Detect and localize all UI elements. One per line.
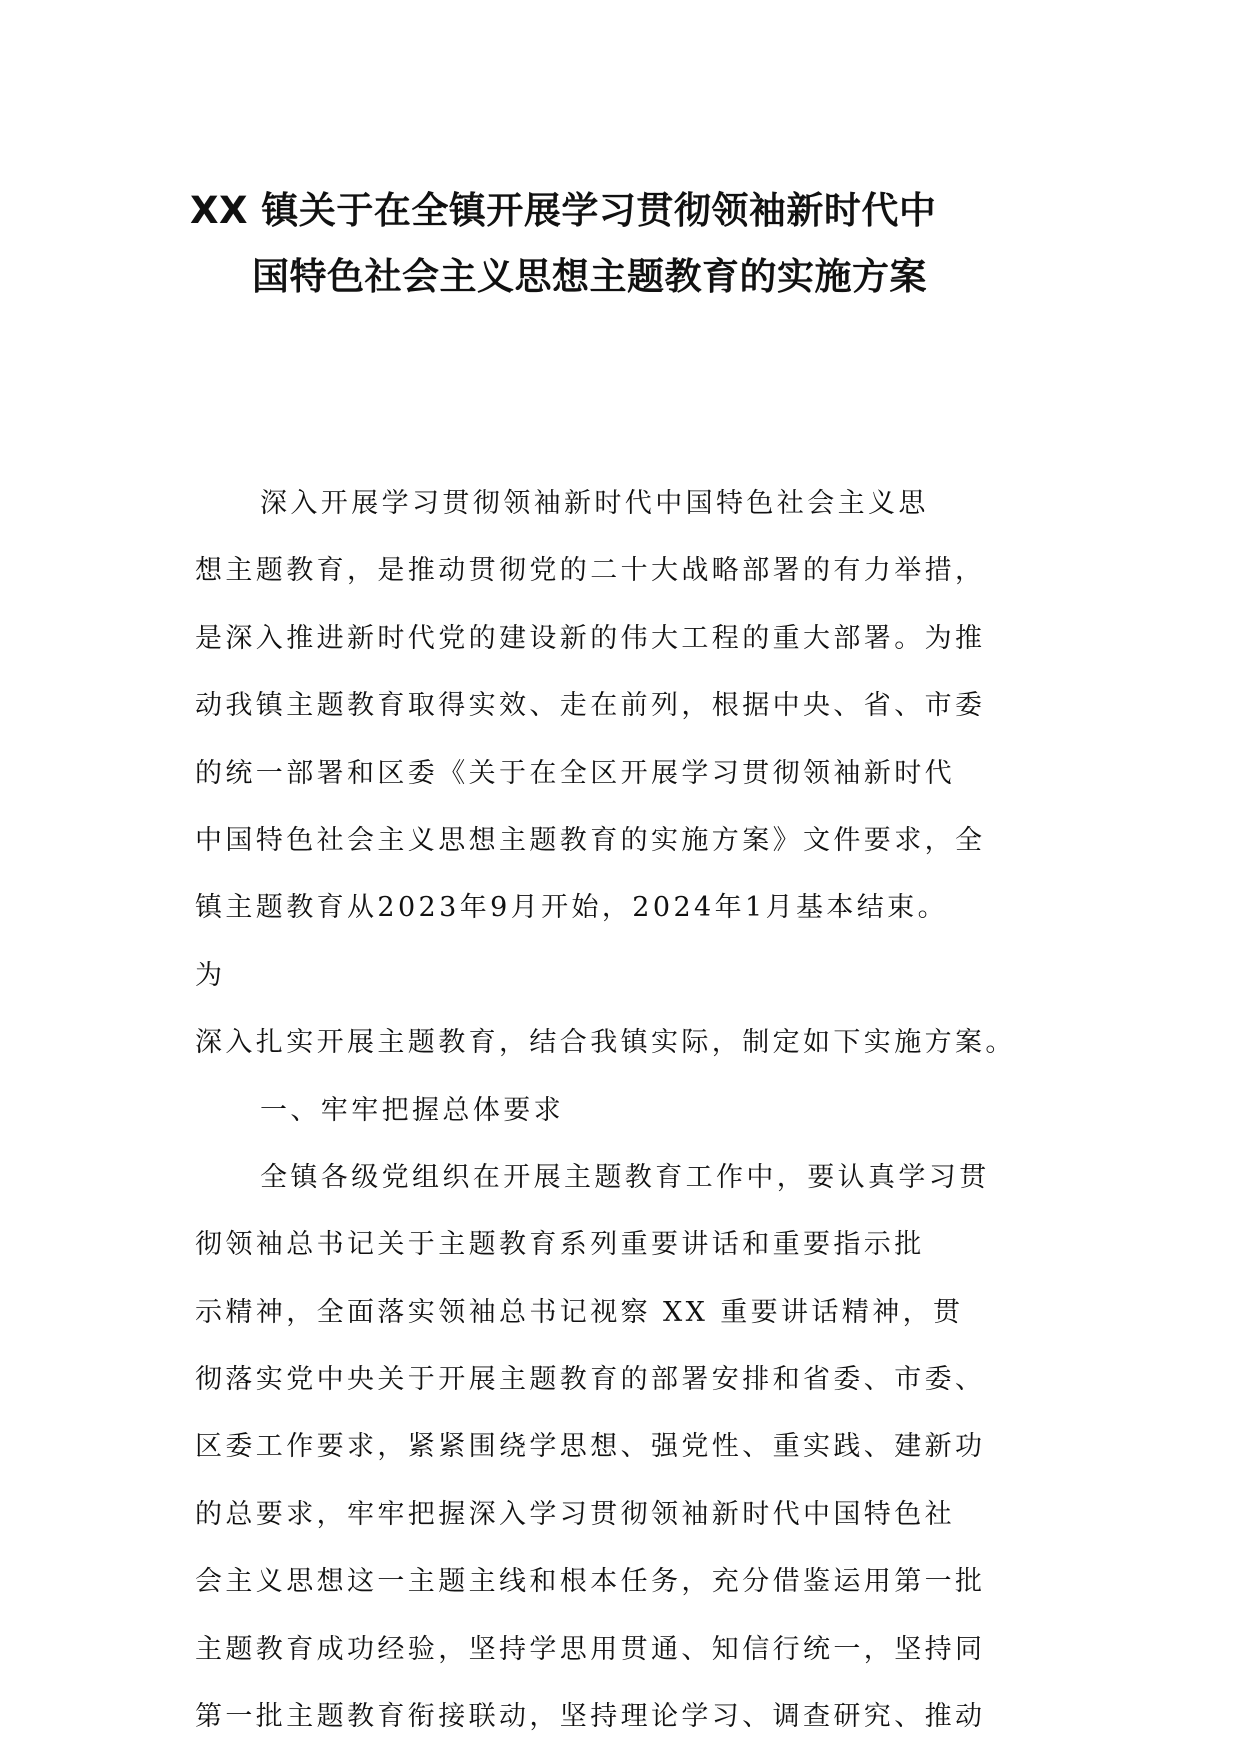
body-line-4: 动我镇主题教育取得实效、走在前列，根据中央、省、市委 <box>195 690 986 721</box>
body-line-5: 的统一部署和区委《关于在全区开展学习贯彻领袖新时代 <box>195 758 955 789</box>
body-line-8: 为 <box>195 960 226 991</box>
body-line-12: 彻领袖总书记关于主题教育系列重要讲话和重要指示批 <box>195 1229 925 1260</box>
section-heading-1: 一、牢牢把握总体要求 <box>260 1095 564 1126</box>
body-line-2: 想主题教育，是推动贯彻党的二十大战略部署的有力举措， <box>195 555 986 586</box>
body-line-7: 镇主题教育从2023年9月开始，2024年1月基本结束。 <box>195 892 948 923</box>
body-line-18: 主题教育成功经验，坚持学思用贯通、知信行统一，坚持同 <box>195 1634 986 1665</box>
body-line-13: 示精神，全面落实领袖总书记视察 XX 重要讲话精神，贯 <box>195 1297 964 1328</box>
body-line-6: 中国特色社会主义思想主题教育的实施方案》文件要求，全 <box>195 825 986 856</box>
body-line-16: 的总要求，牢牢把握深入学习贯彻领袖新时代中国特色社 <box>195 1499 955 1530</box>
body-line-9: 深入扎实开展主题教育，结合我镇实际，制定如下实施方案。 <box>195 1027 1016 1058</box>
body-line-15: 区委工作要求，紧紧围绕学思想、强党性、重实践、建新功 <box>195 1431 986 1462</box>
body-line-19: 第一批主题教育衔接联动，坚持理论学习、调查研究、推动 <box>195 1701 986 1732</box>
title-line-2: 国特色社会主义思想主题教育的实施方案 <box>252 255 927 298</box>
body-line-3: 是深入推进新时代党的建设新的伟大工程的重大部署。为推 <box>195 623 986 654</box>
body-line-1: 深入开展学习贯彻领袖新时代中国特色社会主义思 <box>260 488 929 519</box>
body-line-11: 全镇各级党组织在开展主题教育工作中，要认真学习贯 <box>260 1162 990 1193</box>
body-line-17: 会主义思想这一主题主线和根本任务，充分借鉴运用第一批 <box>195 1566 986 1597</box>
body-line-14: 彻落实党中央关于开展主题教育的部署安排和省委、市委、 <box>195 1364 986 1395</box>
title-line-1: XX 镇关于在全镇开展学习贯彻领袖新时代中 <box>190 189 937 232</box>
document-title <box>190 178 1060 310</box>
